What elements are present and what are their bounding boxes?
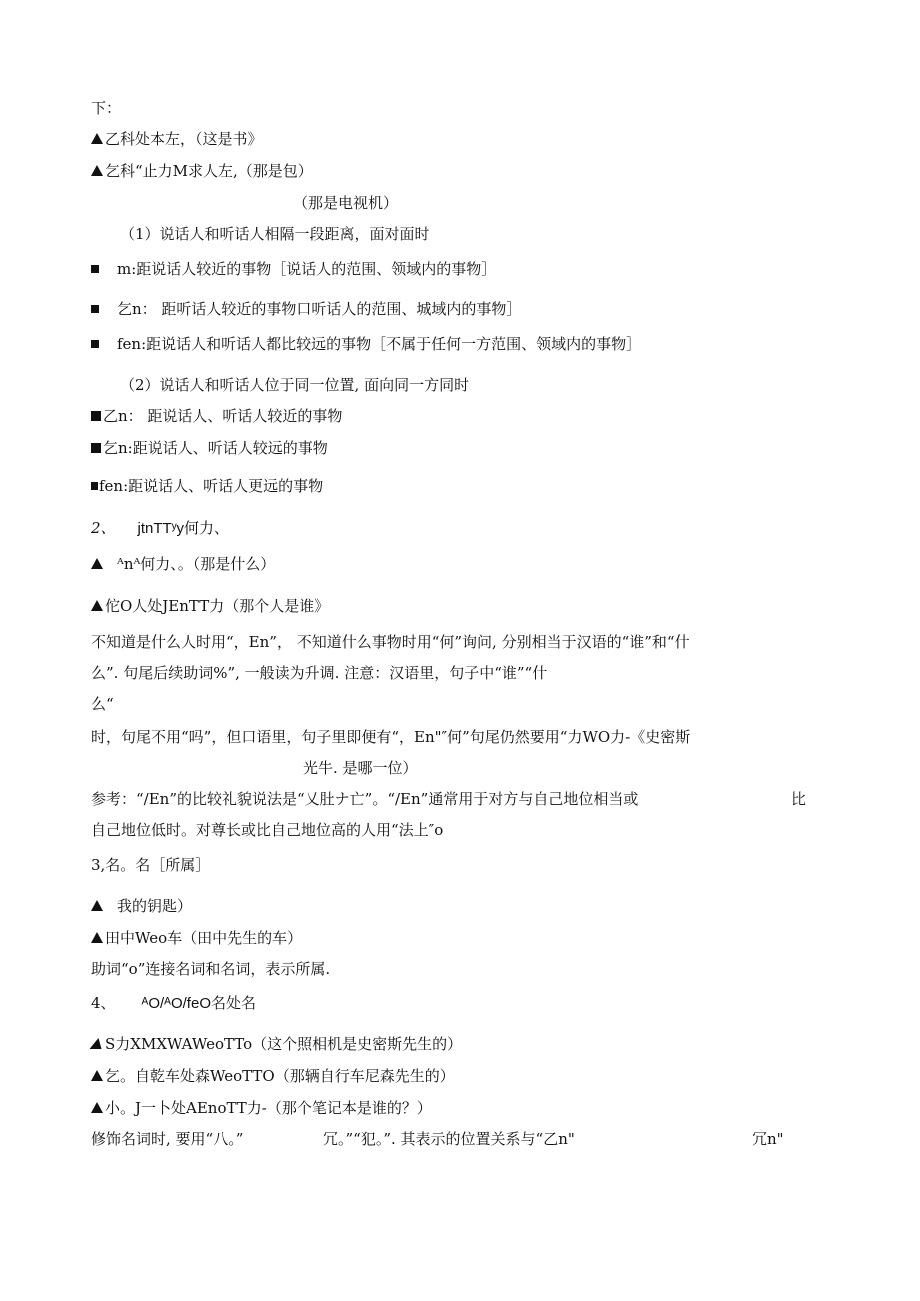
bullet-line (91, 928, 302, 948)
bullet-line (91, 334, 641, 354)
line-text: 不知道是什么人时用“，En”， 不知道什么事物时用“何”询问, 分别相当于汉语的“谁”和“什 (91, 633, 690, 651)
paragraph-line (91, 663, 547, 683)
paragraph-line (91, 694, 114, 714)
line-text: 佗O人处JEnTT力（那个人是谁》 (105, 597, 330, 615)
paragraph-line (303, 758, 418, 778)
line-text: m:距说话人较近的事物［说话人的范围、领域内的事物］ (117, 260, 497, 278)
triangle-bullet-icon (90, 1038, 105, 1049)
bullet-line (91, 161, 313, 181)
line-text: 田中Weo车（田中先生的车） (105, 929, 303, 947)
line-text: （2）说话人和听话人位于同一位置, 面向同一方同时 (120, 376, 470, 394)
triangle-bullet-icon (91, 133, 103, 144)
bullet-line (91, 299, 521, 319)
square-bullet-icon (91, 411, 101, 421)
line-text: 么”. 句尾后续助词%”, 一般读为升调. 注意：汉语里，句子中“谁”“什 (91, 664, 548, 682)
line-text: 乙科处本左，（这是书》 (105, 130, 263, 148)
line-text: （那是电视机） (293, 194, 399, 212)
triangle-bullet-icon (91, 1070, 103, 1081)
paragraph-line (91, 632, 690, 652)
section-heading (120, 224, 430, 244)
line-text: ᴬO/ᴬO/feO名处名 (141, 995, 256, 1012)
numbered-heading (91, 855, 210, 875)
text-line (293, 193, 398, 213)
text-line (91, 98, 121, 118)
line-text: 么“ (91, 695, 114, 713)
paragraph-line (91, 1129, 243, 1149)
triangle-bullet-icon (91, 932, 103, 943)
section-number: 2、 (91, 519, 116, 537)
line-text: fen:距说话人和听话人都比较远的事物［不属于任何一方范围、领域内的事物］ (117, 335, 642, 353)
triangle-bullet-icon (91, 558, 103, 569)
section-number: 4、 (91, 994, 116, 1012)
line-text: 修饰名词时, 要用“八。” (91, 1130, 244, 1148)
square-bullet-icon (91, 305, 99, 313)
triangle-bullet-icon (91, 600, 103, 611)
paragraph-line (91, 820, 443, 840)
line-text: S力XMXWAWeoTTo（这个照相机是史密斯先生的） (105, 1035, 463, 1053)
square-bullet-icon (91, 340, 99, 348)
triangle-bullet-icon (91, 1102, 103, 1113)
paragraph-line (323, 1129, 575, 1149)
section-heading (120, 375, 469, 395)
line-text: 乞科“止力M求人左,（那是包） (105, 162, 313, 180)
paragraph-line (91, 959, 330, 979)
square-bullet-icon (91, 482, 98, 490)
bullet-line (91, 438, 328, 458)
line-text: 我的钥匙） (117, 897, 193, 915)
bullet-line (91, 896, 192, 916)
line-text: 光牛. 是哪一位） (303, 759, 418, 777)
line-text: 助词“o”连接名词和名词，表示所属. (91, 960, 331, 978)
line-text: 小。J一卜处AEnoTT力-（那个笔记本是谁的？） (105, 1099, 432, 1117)
line-text: 下： (91, 99, 122, 117)
line-text: 冗n" (752, 1130, 784, 1148)
line-text: 时，句尾不用“吗”，但口语里，句子里即便有“，En"″何”句尾仍然要用“力WO力-《史密斯 (91, 728, 691, 746)
line-text: 乞n： 距听话人较近的事物口听话人的范围、城域内的事物］ (117, 300, 522, 318)
triangle-bullet-icon (91, 900, 103, 911)
line-text: 自己地位低时。对尊长或比自己地位高的人用“法上″o (91, 821, 444, 839)
line-text: 乞。自乾车处森WeoTTO（那辆自行车尼森先生的） (105, 1067, 455, 1085)
bullet-line (91, 406, 342, 426)
line-text: 乙n： 距说话人、听话人较近的事物 (103, 407, 343, 425)
paragraph-line-end (752, 1129, 784, 1149)
line-text: 比 (791, 790, 807, 808)
line-text: jtnTTʸy何力、 (137, 520, 230, 537)
numbered-heading (91, 518, 229, 538)
bullet-line (91, 1034, 462, 1054)
bullet-line (91, 1066, 455, 1086)
line-text: 参考：“/En”的比较礼貌说法是“乂肚ナ亡”。“/En”通常用于对方与自己地位相当或 (91, 790, 639, 808)
bullet-line (91, 476, 323, 496)
bullet-line (91, 596, 329, 616)
square-bullet-icon (91, 265, 99, 273)
square-bullet-icon (91, 443, 101, 453)
paragraph-line (91, 789, 638, 809)
line-text: ᴬnᴬ何力、。（那是什么） (117, 555, 276, 573)
bullet-line (91, 554, 275, 574)
triangle-bullet-icon (91, 165, 103, 176)
line-text: 3,名。名［所属］ (91, 856, 211, 874)
numbered-heading (91, 993, 256, 1013)
bullet-line (91, 1098, 432, 1118)
bullet-line (91, 129, 263, 149)
paragraph-line-end (791, 789, 806, 809)
line-text: （1）说话人和听话人相隔一段距离，面对面时 (120, 225, 430, 243)
paragraph-line (91, 727, 690, 747)
line-text: 冗。”“犯。”. 其表示的位置关系与“乙n" (323, 1130, 575, 1148)
bullet-line (91, 259, 496, 279)
line-text: 乞n:距说话人、听话人较远的事物 (103, 439, 328, 457)
line-text: fen:距说话人、听话人更远的事物 (99, 477, 324, 495)
